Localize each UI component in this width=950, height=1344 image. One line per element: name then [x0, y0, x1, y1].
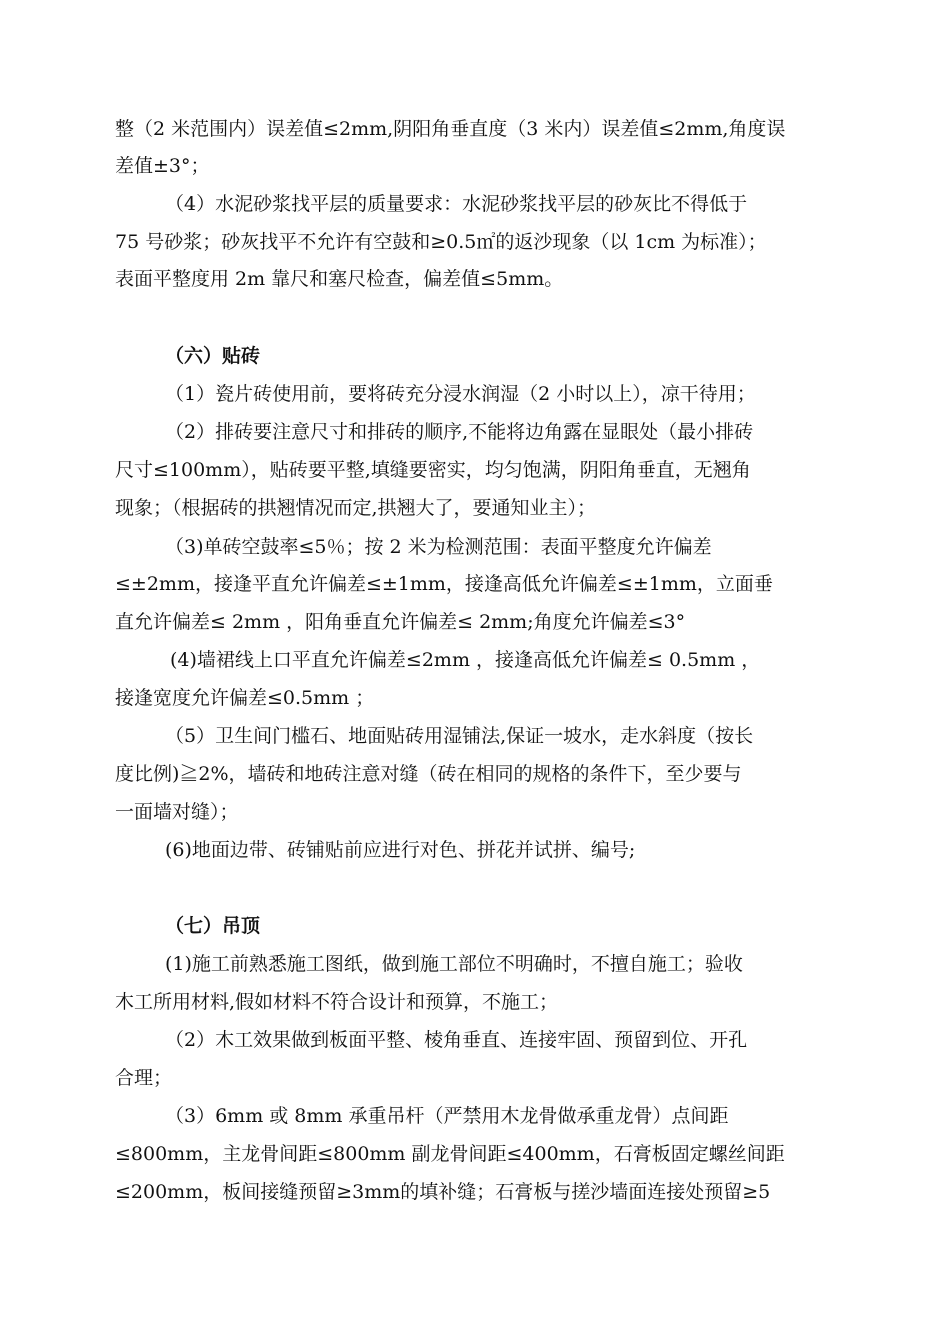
text-line: 现象；（根据砖的拱翘情况而定,拱翘大了，要通知业主）；	[115, 497, 597, 519]
text-line: 木工所用材料,假如材料不符合设计和预算，不施工；	[115, 991, 559, 1013]
text-line: 整（2 米范围内）误差值≤2mm,阴阳角垂直度（3 米内）误差值≤2mm,角度误	[115, 118, 786, 140]
text-line: ≤200mm，板间接缝预留≥3mm的填补缝；石膏板与搓沙墙面连接处预留≥5	[115, 1181, 771, 1203]
text-line: 尺寸≤100mm），贴砖要平整,填缝要密实，均匀饱满，阴阳角垂直，无翘角	[115, 459, 751, 481]
text-line: （3)单砖空鼓率≤5％；按 2 米为检测范围：表面平整度允许偏差	[165, 536, 712, 558]
text-line: （3）6mm 或 8mm 承重吊杆（严禁用木龙骨做承重龙骨）点间距	[165, 1105, 729, 1127]
text-line: 接逢宽度允许偏差≤0.5mm ；	[115, 687, 375, 709]
text-line: （4）水泥砂浆找平层的质量要求：水泥砂浆找平层的砂灰比不得低于	[165, 193, 748, 215]
text-line: （2）排砖要注意尺寸和排砖的顺序,不能将边角露在显眼处（最小排砖	[165, 421, 754, 443]
section-heading: （六）贴砖	[165, 345, 261, 367]
text-line: 75 号砂浆；砂灰找平不允许有空鼓和≥0.5㎡的返沙现象（以 1cm 为标准）；	[115, 231, 767, 253]
text-line: (4)墙裙线上口平直允许偏差≤2mm ，接逢高低允许偏差≤ 0.5mm ，	[170, 649, 761, 671]
text-line: (1)施工前熟悉施工图纸，做到施工部位不明确时，不擅自施工；验收	[165, 953, 743, 975]
text-line: 表面平整度用 2m 靠尺和塞尺检查，偏差值≤5mm。	[115, 268, 564, 290]
text-line: ≤800mm，主龙骨间距≤800mm 副龙骨间距≤400mm，石膏板固定螺丝间距	[115, 1143, 785, 1165]
text-line: （5）卫生间门槛石、地面贴砖用湿铺法,保证一坡水，走水斜度（按长	[165, 725, 754, 747]
text-line: (6)地面边带、砖铺贴前应进行对色、拼花并试拼、编号;	[165, 839, 636, 861]
section-heading: （七）吊顶	[165, 915, 261, 937]
text-line: ≤±2mm，接逢平直允许偏差≤±1mm，接逢高低允许偏差≤±1mm，立面垂	[115, 573, 773, 595]
text-line: 合理；	[115, 1067, 173, 1089]
text-line: 直允许偏差≤ 2mm ，阳角垂直允许偏差≤ 2mm;角度允许偏差≤3°	[115, 611, 686, 633]
text-line: （2）木工效果做到板面平整、棱角垂直、连接牢固、预留到位、开孔	[165, 1029, 748, 1051]
text-line: 度比例)≧2%，墙砖和地砖注意对缝（砖在相同的规格的条件下，至少要与	[115, 763, 742, 785]
text-line: 一面墙对缝）；	[115, 801, 239, 823]
text-line: 差值±3°；	[115, 155, 210, 177]
text-line: （1）瓷片砖使用前，要将砖充分浸水润湿（2 小时以上），凉干待用；	[165, 383, 756, 405]
